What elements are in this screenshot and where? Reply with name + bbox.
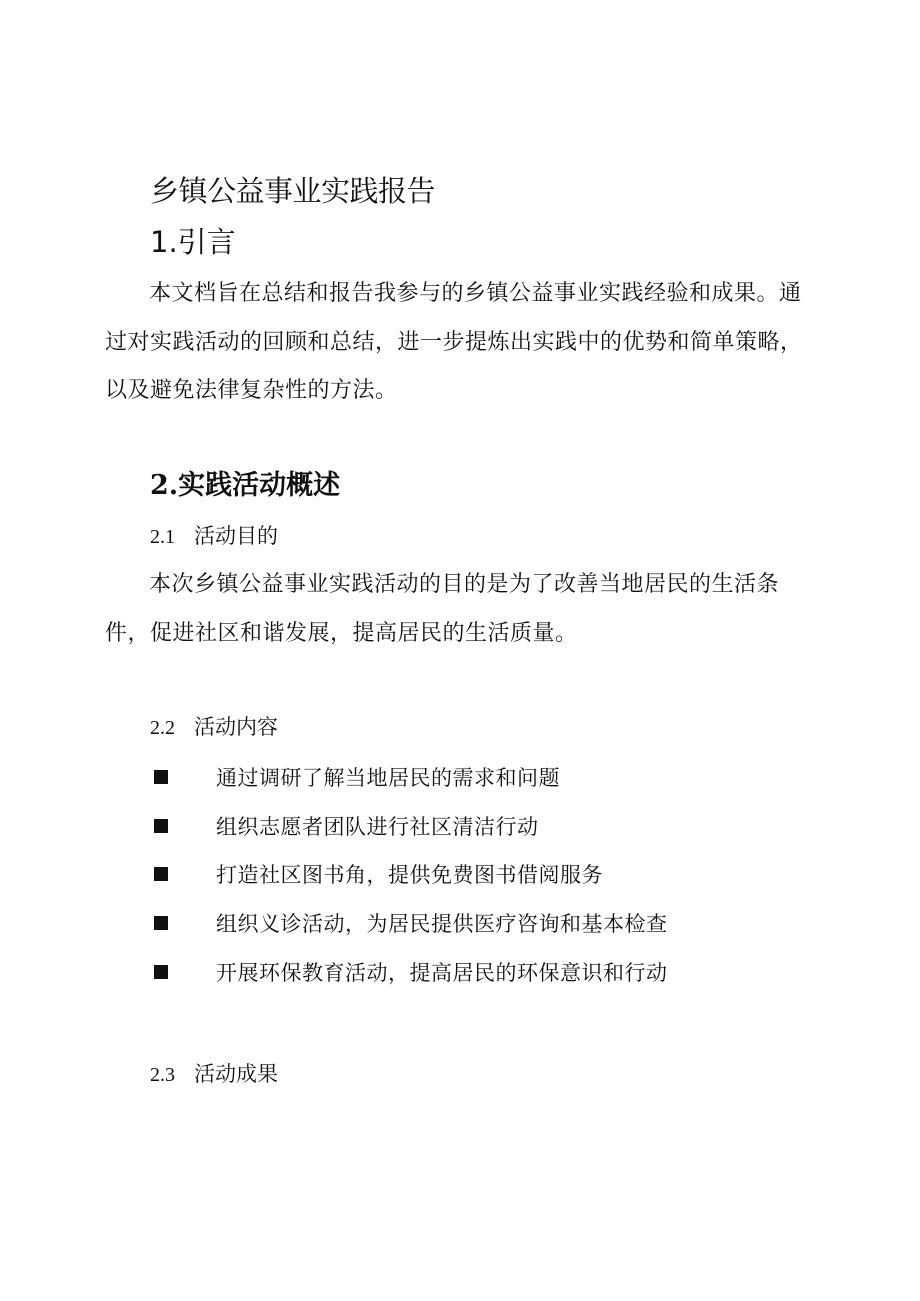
subsection-2-2-heading xyxy=(150,712,278,743)
document-title: 乡镇公益事业实践报告 xyxy=(150,174,436,208)
list-item xyxy=(150,753,668,802)
square-bullet-icon xyxy=(154,770,168,784)
section-2-heading: 2.实践活动概述 xyxy=(150,470,341,501)
intro-paragraph: 本文档旨在总结和报告我参与的乡镇公益事业实践经验和成果。通过对实践活动的回顾和总结，进一步提炼出实践中的优势和简单策略，以及避免法律复杂性的方法。 xyxy=(105,281,803,403)
list-item xyxy=(150,850,668,899)
aim-paragraph: 本次乡镇公益事业实践活动的目的是为了改善当地居民的生活条件，促进社区和谐发展，提高居民的生活质量。 xyxy=(105,572,780,646)
subsection-number: 2.2 xyxy=(150,717,175,739)
list-item-text: 通过调研了解当地居民的需求和问题 xyxy=(216,766,560,791)
subsection-2-3-heading xyxy=(150,1059,278,1090)
subsection-2-1-heading xyxy=(150,521,278,552)
activity-list xyxy=(150,753,668,996)
list-item-text: 打造社区图书角，提供免费图书借阅服务 xyxy=(216,863,603,888)
list-item xyxy=(150,802,668,851)
list-item-text: 组织义诊活动，为居民提供医疗咨询和基本检查 xyxy=(216,912,668,937)
list-item xyxy=(150,899,668,948)
subsection-number: 2.3 xyxy=(150,1064,175,1086)
square-bullet-icon xyxy=(154,819,168,833)
square-bullet-icon xyxy=(154,965,168,979)
square-bullet-icon xyxy=(154,916,168,930)
section-1-heading: 1.引言 xyxy=(150,225,236,259)
subsection-title: 活动目的 xyxy=(194,524,278,548)
list-item-text: 开展环保教育活动，提高居民的环保意识和行动 xyxy=(216,960,668,985)
subsection-number: 2.1 xyxy=(150,526,175,548)
subsection-title: 活动内容 xyxy=(194,715,278,739)
subsection-title: 活动成果 xyxy=(194,1062,278,1086)
list-item-text: 组织志愿者团队进行社区清洁行动 xyxy=(216,814,539,839)
square-bullet-icon xyxy=(154,867,168,881)
list-item xyxy=(150,947,668,996)
